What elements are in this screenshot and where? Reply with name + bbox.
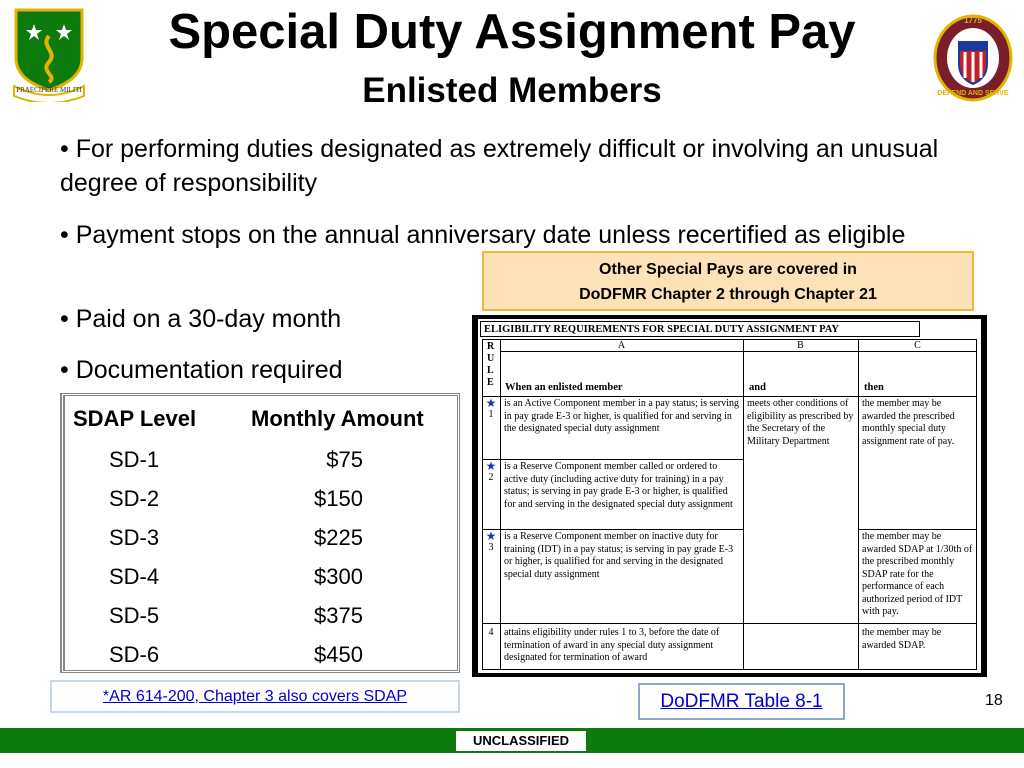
bullet-3: • Paid on a 30-day month	[60, 305, 342, 333]
callout-line-1: Other Special Pays are covered in	[599, 261, 857, 278]
eligibility-table-title: ELIGIBILITY REQUIREMENTS FOR SPECIAL DUTY ASSIGNMENT PAY	[480, 321, 920, 337]
rule-number: ★ 1	[485, 396, 497, 420]
ar-reference-note[interactable]	[50, 680, 460, 713]
col-head-b: and	[749, 382, 766, 393]
dodfmr-table-link[interactable]: DoDFMR Table 8-1	[660, 691, 823, 712]
classification-label: UNCLASSIFIED	[455, 730, 587, 752]
rule-number: ★ 2	[485, 459, 497, 483]
result-c: the member may be awarded the prescribed monthly special duty assignment rate of pay.	[862, 398, 955, 447]
star-icon: ★	[485, 529, 497, 543]
rule-condition-a: is an Active Component member in a pay status; is serving in pay grade E-3 or higher, is qualified for and serving in the designated special duty assignment	[504, 398, 739, 434]
sdap-rate-table	[60, 393, 460, 673]
result-c: the member may be awarded SDAP at 1/30th of the prescribed monthly SDAP rate for the performance of each authorized period of IDT with pay.	[862, 531, 973, 617]
sdap-amount: $75	[326, 447, 363, 472]
bullet-2: • Payment stops on the annual anniversary date unless recertified as eligible	[60, 221, 906, 249]
page-number: 18	[985, 692, 1003, 709]
other-special-pays-callout	[482, 251, 974, 311]
ar-reference-link[interactable]: *AR 614-200, Chapter 3 also covers SDAP	[102, 688, 408, 705]
col-letter-a: A	[617, 340, 626, 351]
sdap-header-level: SDAP Level	[73, 406, 197, 431]
sdap-level: SD-6	[109, 642, 160, 667]
sdap-amount: $375	[314, 603, 363, 628]
rule-number: 4	[488, 627, 494, 638]
rule-condition-a: is a Reserve Component member on inactive duty for training (IDT) in a pay status; is serving in pay grade E-3 or higher, is qualified for and serving in the designated special duty assignment	[504, 531, 734, 580]
bullet-1: • For performing duties designated as extremely difficult or involving an unusual degree of responsibility	[60, 135, 939, 197]
sdap-level: SD-5	[109, 603, 160, 628]
slide-subtitle: Enlisted Members	[362, 71, 662, 110]
slide-title: Special Duty Assignment Pay	[168, 5, 856, 59]
dodfmr-table-button[interactable]	[638, 683, 845, 720]
rule-condition-a: attains eligibility under rules 1 to 3, before the date of termination of award in any special duty assignment designated for termination of award	[504, 627, 720, 663]
star-icon: ★	[485, 396, 497, 410]
sdap-amount: $450	[314, 642, 363, 667]
sdap-level: SD-2	[109, 486, 160, 511]
rule-number: ★ 3	[485, 529, 497, 553]
seal-year: 1775	[964, 16, 982, 25]
sdap-level: SD-4	[109, 564, 160, 589]
sdap-amount: $150	[314, 486, 363, 511]
col-letter-c: C	[914, 340, 921, 351]
sdap-level: SD-1	[109, 447, 160, 472]
seal-motto: DEFEND AND SERVE	[937, 90, 1009, 97]
condition-b: meets other conditions of eligibility as prescribed by the Secretary of the Military Department	[747, 398, 854, 447]
eligibility-table	[472, 315, 987, 677]
col-head-a: When an enlisted member	[505, 382, 623, 393]
col-letter-b: B	[797, 340, 804, 351]
sdap-header-amount: Monthly Amount	[251, 406, 424, 431]
sdap-level: SD-3	[109, 525, 160, 550]
bullet-4: • Documentation required	[60, 356, 343, 384]
col-head-c: then	[864, 382, 884, 393]
crest-motto: PRAECIPERE MILITI	[16, 86, 82, 94]
sdap-amount: $300	[314, 564, 363, 589]
callout-line-2: DoDFMR Chapter 2 through Chapter 21	[579, 286, 877, 303]
result-c: the member may be awarded SDAP.	[862, 627, 942, 651]
star-icon: ★	[485, 459, 497, 473]
sdap-amount: $225	[314, 525, 363, 550]
rule-condition-a: is a Reserve Component member called or ordered to active duty (including active duty for training) in a pay status; is serving in pay grade E-3 or higher, is qualified for and serving in the designated special duty assignment	[504, 461, 733, 510]
rule-column-label: R U L E	[487, 341, 495, 388]
